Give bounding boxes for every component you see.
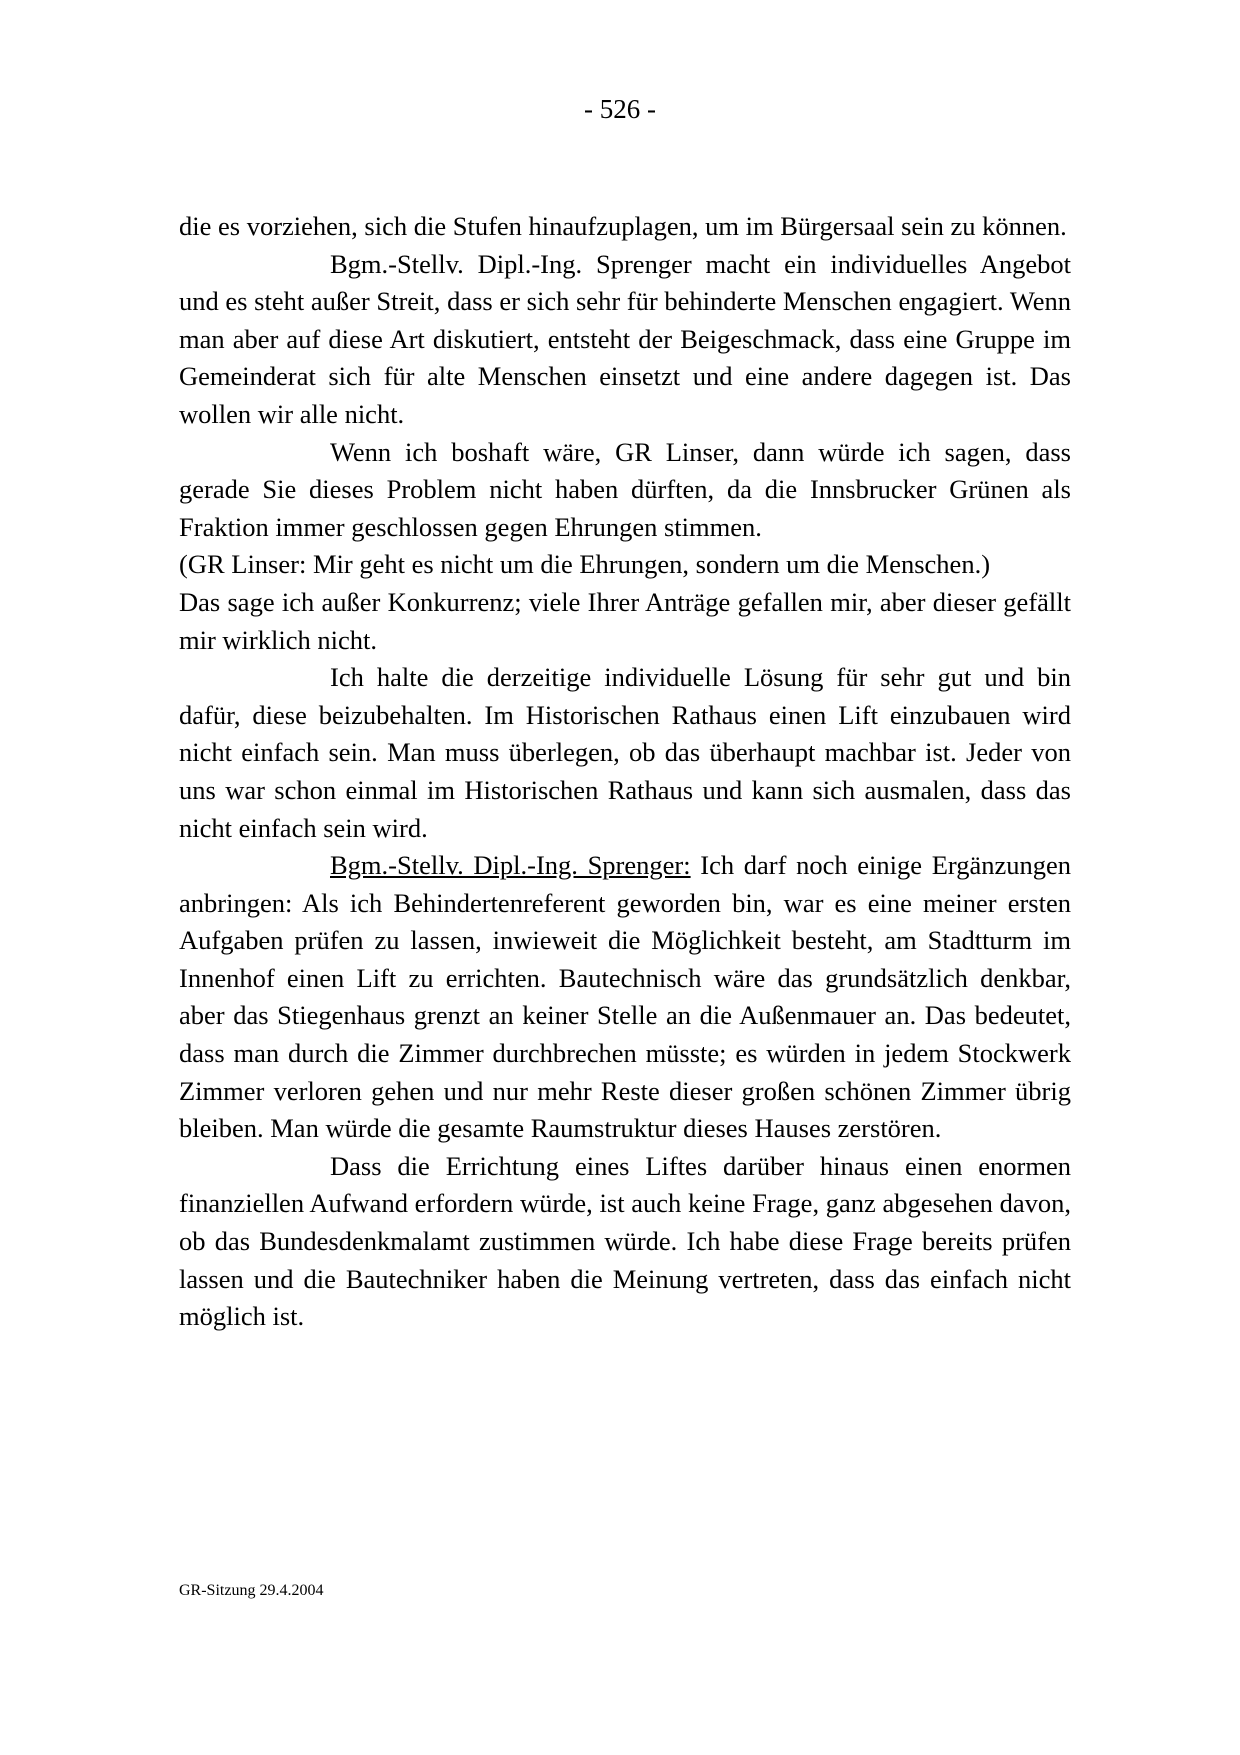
footer-session-date: GR-Sitzung 29.4.2004 [179, 1582, 324, 1599]
document-body [179, 208, 1071, 1336]
paragraph-5: Das sage ich außer Konkurrenz; viele Ihrer Anträge gefallen mir, aber dieser gefällt mir wirklich nicht. [179, 586, 1071, 655]
speaker-name: Bgm.-Stellv. Dipl.-Ing. Sprenger: [330, 850, 691, 881]
paragraph-2: Bgm.-Stellv. Dipl.-Ing. Sprenger macht ein individuelles Angebot und es steht außer Streit, dass er sich sehr für behinderte Menschen engagiert. Wenn man aber auf diese Art diskutiert, entsteht der Beigeschmack, dass eine Gruppe im Gemeinderat sich für alte Menschen einsetzt und eine andere dagegen ist. Das wollen wir alle nicht. [179, 248, 1071, 429]
paragraph-3: Wenn ich boshaft wäre, GR Linser, dann würde ich sagen, dass gerade Sie dieses Problem nicht haben dürften, da die Innsbrucker Grünen als Fraktion immer geschlossen gegen Ehrungen stimmen. [179, 436, 1071, 542]
paragraph-1: die es vorziehen, sich die Stufen hinaufzuplagen, um im Bürgersaal sein zu können. [179, 211, 1067, 241]
paragraph-8: Dass die Errichtung eines Liftes darüber hinaus einen enormen finanziellen Aufwand erfordern würde, ist auch keine Frage, ganz abgesehen davon, ob das Bundesdenkmalamt zustimmen würde. Ich habe diese Frage bereits prüfen lassen und die Bautechniker haben die Meinung vertreten, dass das einfach nicht möglich ist. [179, 1150, 1071, 1332]
paragraph-6: Ich halte die derzeitige individuelle Lösung für sehr gut und bin dafür, diese beizubehalten. Im Historischen Rathaus einen Lift einzubauen wird nicht einfach sein. Man muss überlegen, ob das überhaupt machbar ist. Jeder von uns war schon einmal im Historischen Rathaus und kann sich ausmalen, dass das nicht einfach sein wird. [179, 662, 1071, 843]
interjection: (GR Linser: Mir geht es nicht um die Ehrungen, sondern um die Menschen.) [179, 549, 991, 580]
paragraph-7 [179, 847, 1071, 1148]
paragraph-7-text: Ich darf noch einige Ergänzungen anbringen: Als ich Behindertenreferent geworden bin, war es eine meiner ersten Aufgaben prüfen zu lassen, inwieweit die Möglichkeit besteht, am Stadtturm im Innenhof einen Lift zu errichten. Bautechnisch wäre das grundsätzlich denkbar, aber das Stiegenhaus grenzt an keiner Stelle an die Außenmauer an. Das bedeutet, dass man durch die Zimmer durchbrechen müsste; es würden in jedem Stockwerk Zimmer verloren gehen und nur mehr Reste dieser großen schönen Zimmer übrig bleiben. Man würde die gesamte Raumstruktur dieses Hauses zerstören. [179, 850, 1072, 1144]
page-number: - 526 - [584, 94, 656, 124]
